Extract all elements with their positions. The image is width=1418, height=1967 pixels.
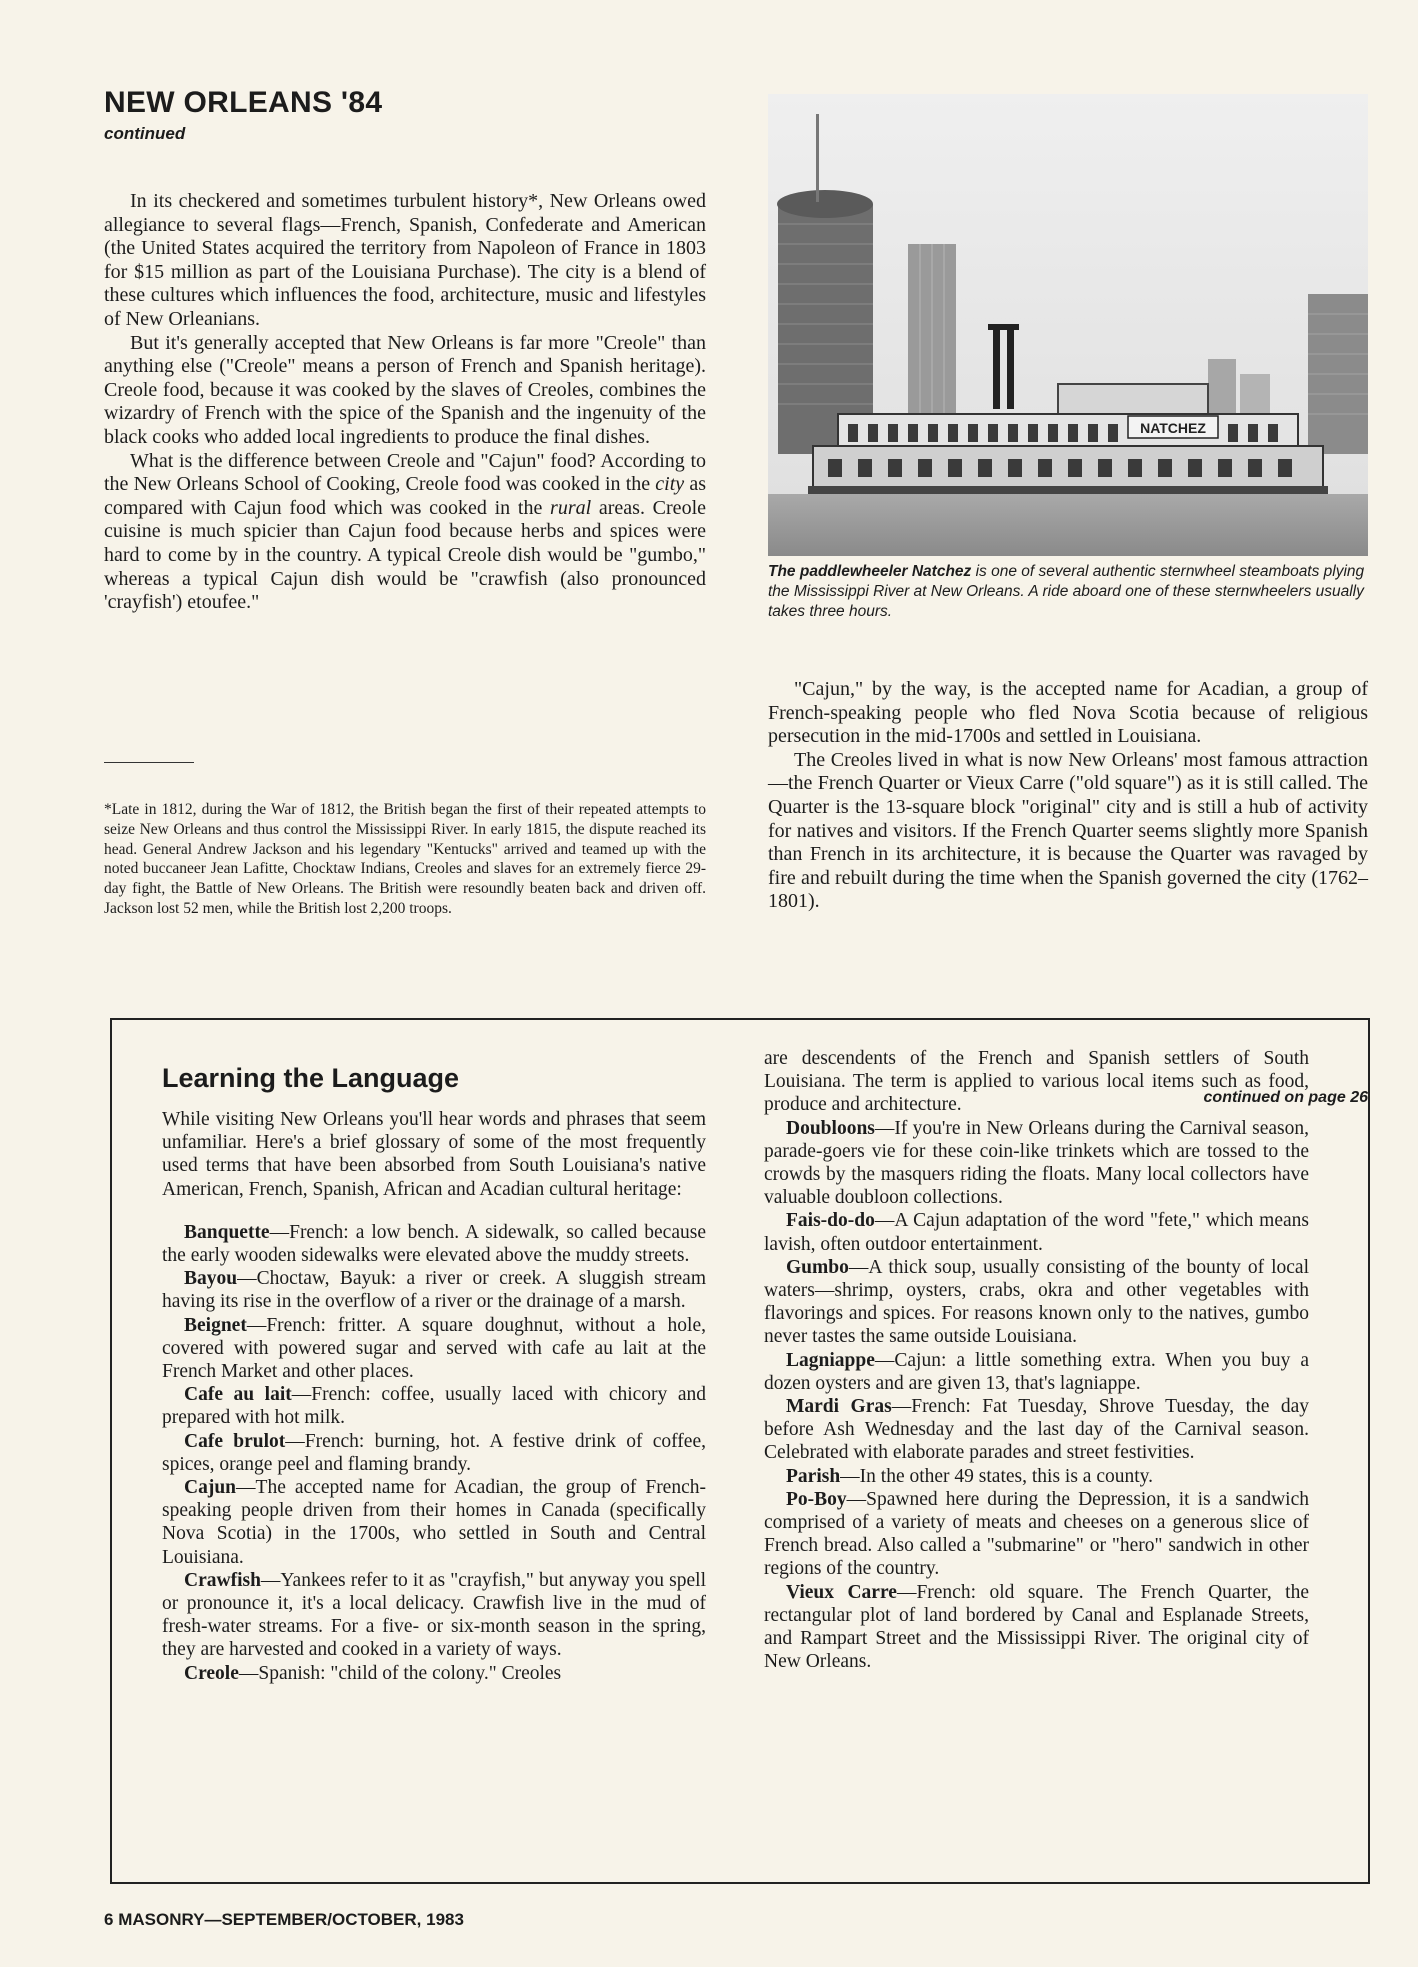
glossary-term: Lagniappe — [786, 1349, 875, 1371]
glossary-entry — [162, 1314, 706, 1384]
glossary-definition: —Spanish: "child of the colony." Creoles — [238, 1662, 562, 1684]
article-emphasis-rural: rural — [550, 496, 592, 519]
glossary-definition: —French: fritter. A square doughnut, without a hole, covered with powered sugar and served with cafe au lait at the French Market and other places. — [162, 1314, 706, 1383]
glossary-definition: —In the other 49 states, this is a county. — [840, 1465, 1154, 1487]
photo-caption-text: is one of several authentic sternwheel steamboats plying the Mississippi River at New Orleans. A ride aboard one of these sternwheelers usually takes three hours. — [768, 563, 1365, 620]
glossary-term: Crawfish — [184, 1569, 261, 1591]
glossary-term: Mardi Gras — [786, 1396, 892, 1418]
page-number: 6 — [104, 1910, 114, 1929]
page-subtitle: continued — [104, 124, 186, 143]
article-paragraph: The Creoles lived in what is now New Orleans' most famous attraction—the French Quarter or Vieux Carre ("old square") as it is still called. The Quarter is the 13-square block "original" city and is still a hub of activity for natives and visitors. If the French Quarter seems slightly more Spanish than French in its architecture, it is because the Quarter was ravaged by fire and rebuilt during the time when the Spanish governed the city (1762–1801). — [768, 748, 1368, 913]
glossary-term: Gumbo — [786, 1256, 849, 1278]
article-text: areas. Creole cuisine is much spicier than Cajun food because herbs and spices were hard to come by in the country. A typical Creole dish would be "gumbo," whereas a typical Cajun dish would be "crawfish (also pronounced 'crayfish') etoufee." — [104, 496, 706, 614]
article-right-column — [768, 678, 1368, 914]
glossary-entry — [162, 1476, 706, 1569]
article-paragraph: "Cajun," by the way, is the accepted name for Acadian, a group of French-speaking people who fled Nova Scotia because of religious persecution in the mid-1700s and settled in Louisiana. — [768, 678, 1368, 748]
glossary-title: Learning the Language — [162, 1063, 460, 1093]
glossary-term: Vieux Carre — [786, 1581, 897, 1603]
glossary-term: Parish — [786, 1465, 841, 1487]
photo-caption-bold: The paddlewheeler Natchez — [768, 563, 972, 580]
glossary-term: Creole — [184, 1662, 239, 1684]
glossary-entry — [764, 1395, 1309, 1465]
glossary-definition: —A thick soup, usually consisting of the bounty of local waters—shrimp, oysters, crabs, okra and other vegetables with flavorings and spices. For reasons known only to the natives, gumbo never tastes the same outside Louisiana. — [764, 1256, 1309, 1348]
glossary-entry — [764, 1581, 1309, 1674]
continued-on-page: continued on page 26 — [1203, 1089, 1368, 1106]
paddlewheeler-illustration — [768, 94, 1368, 556]
glossary-left-column — [162, 1108, 706, 1685]
footnote-divider — [104, 762, 194, 763]
article-paragraph: But it's generally accepted that New Orleans is far more "Creole" than anything else ("Creole" means a person of French and Spanish heritage). Creole food, because it was cooked by the slaves of Creoles, combines the wizardry of French with the spice of the Spanish and the ingenuity of the black cooks who added local ingredients to produce the final dishes. — [104, 331, 706, 448]
river-water — [768, 494, 1368, 556]
glossary-entry — [764, 1465, 1309, 1488]
glossary-entry — [162, 1267, 706, 1313]
page-title: NEW ORLEANS '84 — [104, 86, 383, 119]
glossary-definition: —Cajun: a little something extra. When you buy a dozen oysters and are given 13, that's lagniappe. — [764, 1349, 1309, 1394]
glossary-definition: —French: a low bench. A sidewalk, so called because the early wooden sidewalks were elevated above the muddy streets. — [162, 1221, 706, 1267]
footnote: *Late in 1812, during the War of 1812, the British began the first of their repeated attempts to seize New Orleans and thus control the Mississippi River. In early 1815, the dispute reached its head. General Andrew Jackson and his legendary "Kentucks" arrived and teamed up with the noted buccaneer Jean Lafitte, Chocktaw Indians, Creoles and slaves for an extremely fierce 29-day fight, the Battle of New Orleans. The British were resoundly beaten back and driven off. Jackson lost 52 men, while the British lost 2,200 troops. — [104, 801, 706, 917]
glossary-definition: —French: coffee, usually laced with chicory and prepared with hot milk. — [162, 1384, 706, 1429]
publication-line: MASONRY—SEPTEMBER/OCTOBER, 1983 — [118, 1910, 464, 1929]
article-text: as compared with Cajun food which was cooked in the — [104, 473, 706, 519]
glossary-term: Cafe au lait — [184, 1384, 292, 1406]
glossary-term: Fais-do-do — [786, 1210, 875, 1232]
glossary-definition: —A Cajun adaptation of the word "fete," which means lavish, often outdoor entertainment. — [764, 1210, 1309, 1255]
glossary-definition: —If you're in New Orleans during the Carnival season, parade-goers vie for these coin-like trinkets which are tossed to the crowds by the masquers riding the floats. Many local collectors have valuable doubloon collections. — [764, 1117, 1309, 1209]
glossary-entry — [162, 1662, 706, 1685]
article-text: What is the difference between Creole and "Cajun" food? According to the New Orleans School of Cooking, Creole food was cooked in the — [104, 449, 706, 496]
glossary-entry — [764, 1488, 1309, 1581]
glossary-definition: —French: Fat Tuesday, Shrove Tuesday, the day before Ash Wednesday and the last day of the Carnival season. Celebrated with elaborate parades and street festivities. — [764, 1396, 1310, 1464]
article-paragraph — [104, 450, 706, 615]
glossary-term: Po-Boy — [786, 1488, 847, 1510]
glossary-term: Cajun — [184, 1477, 237, 1499]
glossary-entry — [162, 1430, 706, 1476]
glossary-term: Doubloons — [786, 1117, 875, 1139]
glossary-definition: —French: old square. The French Quarter, the rectangular plot of land bordered by Canal and Esplanade Streets, and Rampart Street and the Mississippi River. The original city of New Orleans. — [764, 1581, 1309, 1673]
glossary-definition: —Yankees refer to it as "crayfish," but anyway you spell or pronounce it, it's a local delicacy. Crawfish live in the mud of fresh-water streams. For a five- or six-month season in the spring, they are harvested and cooked in a variety of ways. — [162, 1569, 706, 1661]
glossary-term: Beignet — [184, 1314, 247, 1336]
glossary-definition: —The accepted name for Acadian, the group of French-speaking people driven from their homes in Canada (specifically Nova Scotia) in the 1700s, who settled in South and Central Louisiana. — [162, 1477, 706, 1568]
glossary-definition: —Spawned here during the Depression, it is a sandwich comprised of a variety of meats and cheeses on a generous slice of French bread. Also called a "submarine" or "hero" sandwich in other regions of the country. — [764, 1488, 1309, 1580]
glossary-continuation: are descendents of the French and Spanish settlers of South Louisiana. The term is applied to various local items such as food, produce and architecture. — [764, 1048, 1309, 1116]
glossary-definition: —French: burning, hot. A festive drink of coffee, spices, orange peel and flaming brandy. — [162, 1430, 706, 1475]
page-footer — [104, 1910, 464, 1930]
glossary-term: Cafe brulot — [184, 1430, 286, 1452]
boat-name-sign: NATCHEZ — [1140, 420, 1206, 436]
glossary-entry — [162, 1569, 706, 1662]
glossary-entry — [764, 1117, 1309, 1210]
glossary-term: Bayou — [184, 1268, 238, 1290]
article-emphasis-city: city — [655, 473, 685, 496]
glossary-definition: —Choctaw, Bayuk: a river or creek. A sluggish stream having its rise in the overflow of a river or the drainage of a marsh. — [162, 1268, 706, 1313]
paddlewheeler-photo — [768, 94, 1368, 556]
article-paragraph: In its checkered and sometimes turbulent history*, New Orleans owed allegiance to several flags—French, Spanish, Confederate and American (the United States acquired the territory from Napoleon of France in 1803 for $15 million as part of the Louisiana Purchase). The city is a blend of these cultures which influences the food, architecture, music and lifestyles of New Orleanians. — [104, 190, 706, 330]
glossary-entry — [162, 1383, 706, 1429]
glossary-intro: While visiting New Orleans you'll hear words and phrases that seem unfamiliar. Here's a brief glossary of some of the most frequently used terms that have been absorbed from South Louisiana's native American, French, Spanish, African and Acadian cultural heritage: — [162, 1109, 706, 1200]
glossary-entry — [764, 1256, 1309, 1349]
glossary-entry — [162, 1221, 706, 1267]
glossary-entry — [764, 1209, 1309, 1255]
glossary-term: Banquette — [184, 1221, 270, 1243]
article-left-column — [104, 190, 706, 615]
glossary-entry — [764, 1349, 1309, 1395]
photo-caption — [768, 562, 1368, 622]
glossary-right-column — [764, 1047, 1309, 1673]
